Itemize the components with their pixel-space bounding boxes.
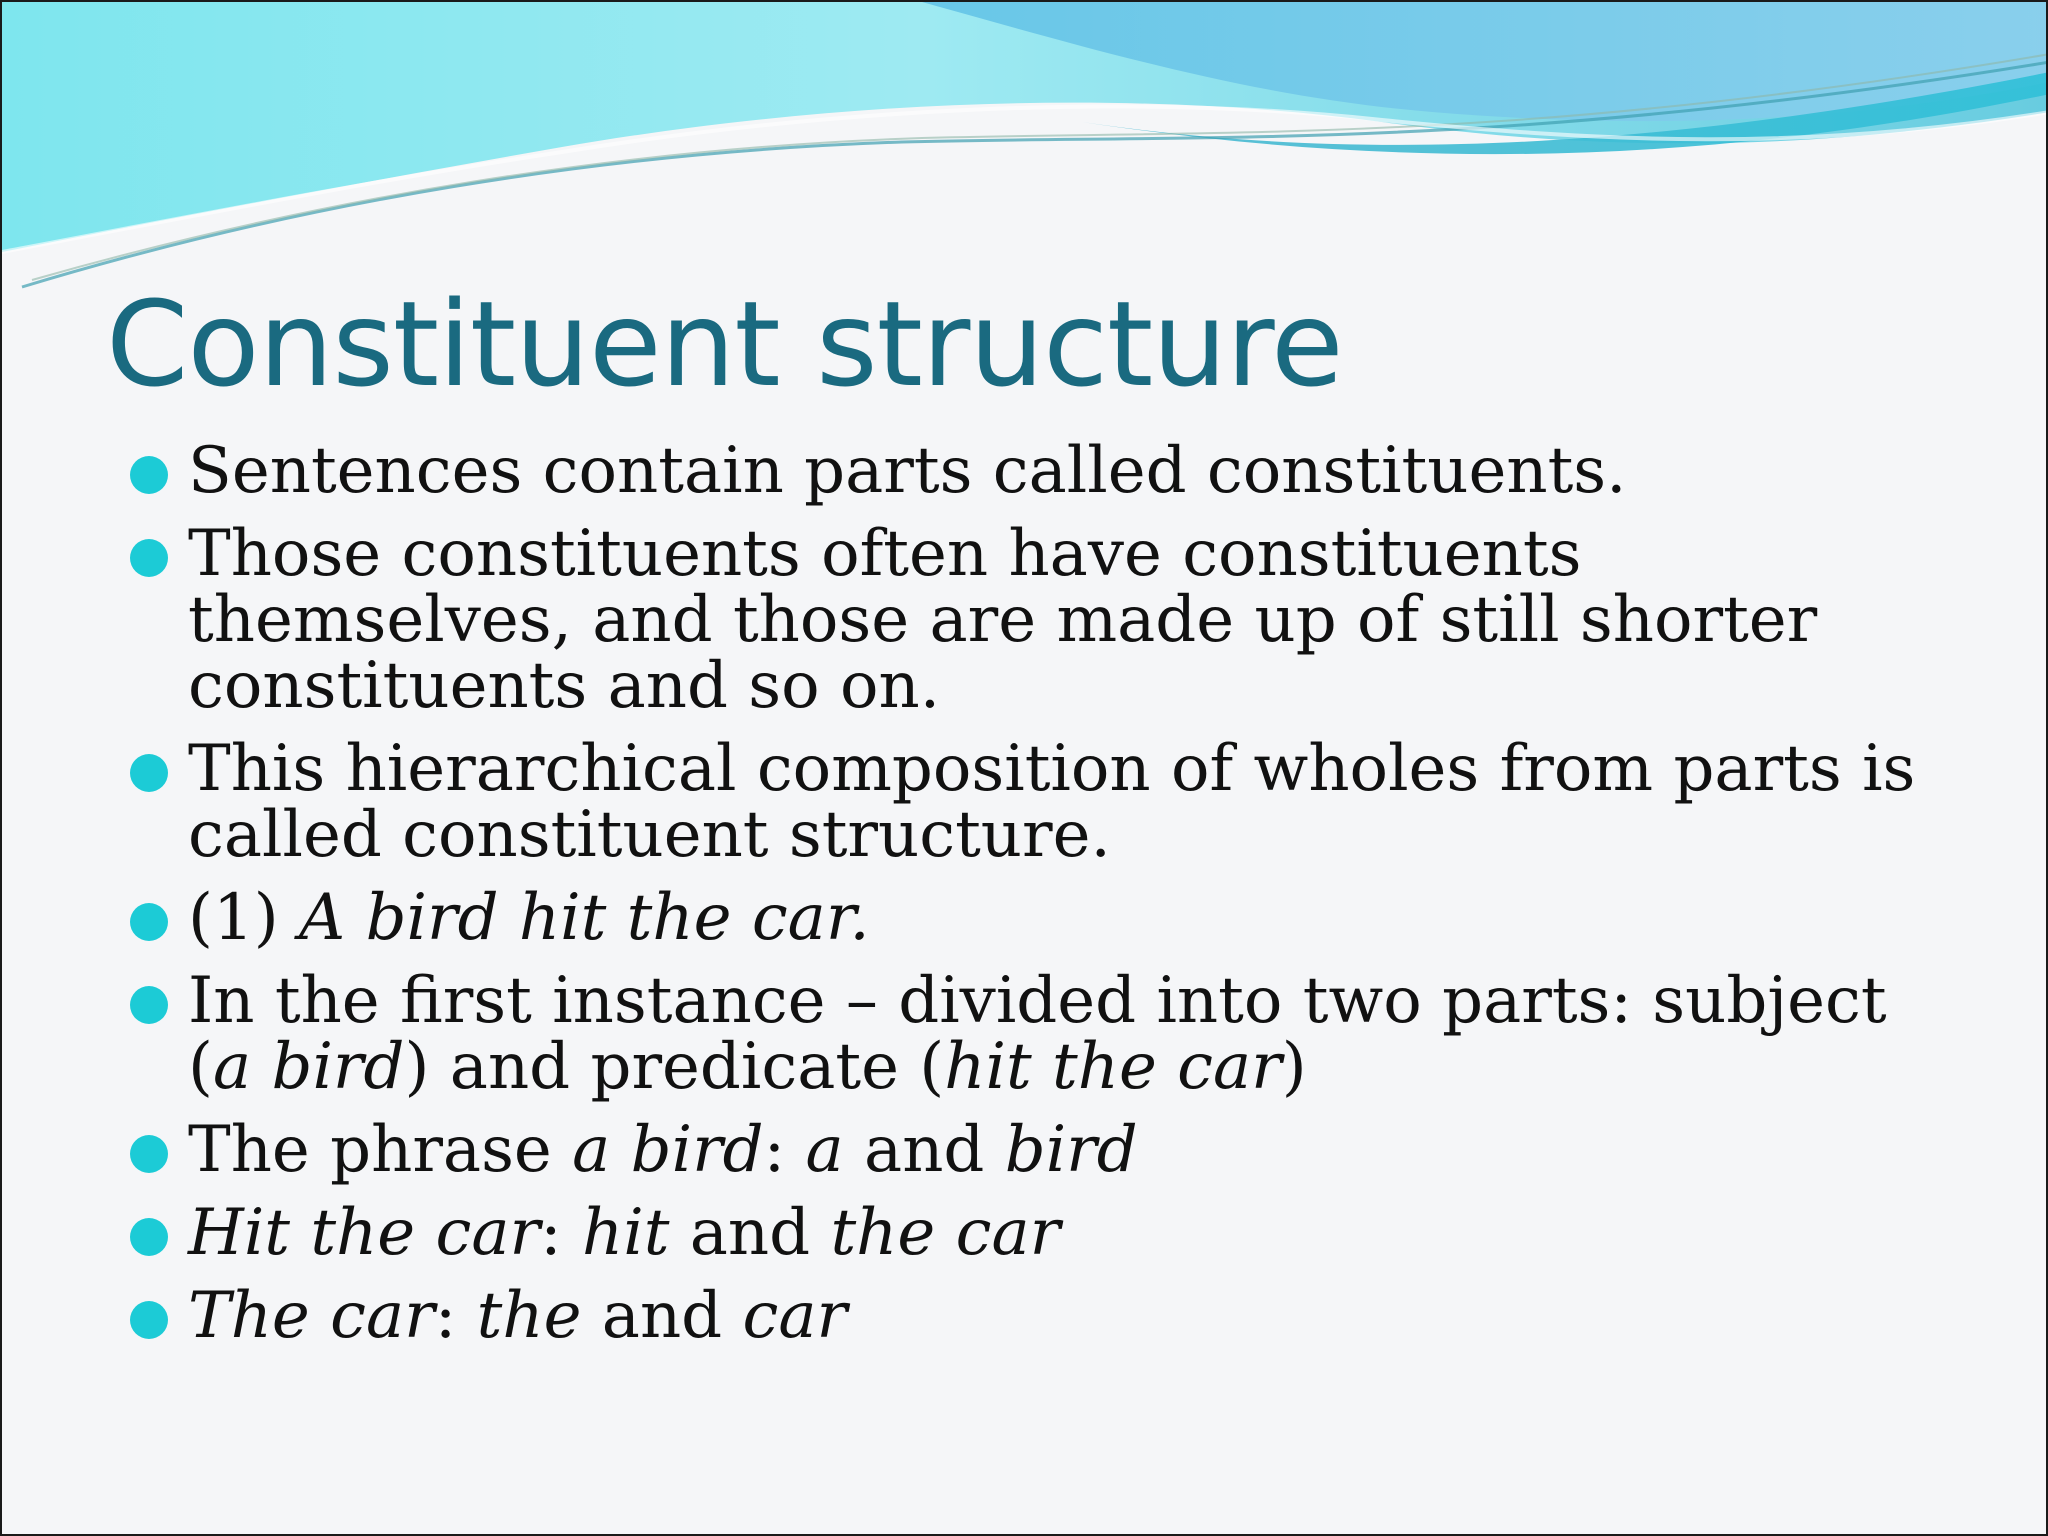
bullet-text-segment: The car	[188, 1279, 435, 1353]
bullet-text-segment: car	[742, 1279, 848, 1353]
slide-title: Constituent structure	[106, 275, 1343, 413]
bullet-text-segment: a bird	[572, 1113, 764, 1187]
bullet-text-segment: hit	[582, 1196, 670, 1270]
bullet-text-segment: the car	[830, 1196, 1061, 1270]
bullet-text-segment: :	[763, 1113, 806, 1187]
bullet-text-segment: a bird	[212, 1030, 405, 1104]
bullet-item	[130, 964, 1930, 1104]
bullet-text-segment: and	[843, 1113, 1005, 1187]
bullet-text-segment: Hit the car	[188, 1196, 541, 1270]
bullet-text	[188, 1196, 1060, 1270]
bullet-dot-icon	[130, 1218, 168, 1256]
bullet-dot-icon	[130, 456, 168, 494]
bullet-item	[130, 732, 1930, 872]
bullet-text	[188, 1113, 1138, 1187]
bullet-text-segment: A bird hit the car.	[299, 881, 870, 955]
bullet-text-segment: and	[669, 1196, 831, 1270]
bullet-dot-icon	[130, 1135, 168, 1173]
bullet-text-segment: This hierarchical composition of wholes from parts is called constituent structure.	[188, 732, 1916, 872]
bullet-list	[130, 434, 1930, 1366]
bullet-text-segment: bird	[1004, 1113, 1138, 1187]
bullet-text	[188, 517, 1817, 723]
bullet-text	[188, 964, 1887, 1104]
bullet-text-segment: :	[434, 1279, 477, 1353]
bullet-text-segment: and	[581, 1279, 743, 1353]
bullet-item	[130, 1196, 1930, 1270]
bullet-text-segment: In the first instance – divided into two parts: subject (	[188, 964, 1887, 1104]
bullet-text	[188, 732, 1915, 872]
bullet-text	[188, 881, 870, 955]
bullet-text	[188, 434, 1626, 508]
bullet-item	[130, 434, 1930, 508]
bullet-text-segment: The phrase	[188, 1113, 573, 1187]
bullet-dot-icon	[130, 1301, 168, 1339]
bullet-dot-icon	[130, 903, 168, 941]
bullet-dot-icon	[130, 539, 168, 577]
bullet-text-segment: the	[476, 1279, 582, 1353]
bullet-dot-icon	[130, 986, 168, 1024]
bullet-item	[130, 517, 1930, 723]
bullet-item	[130, 1279, 1930, 1353]
bullet-text-segment: Sentences contain parts called constituents.	[188, 434, 1627, 508]
bullet-text-segment: hit the car	[944, 1030, 1282, 1104]
bullet-text-segment: Those constituents often have constituents themselves, and those are made up of still shorter constituents and so on.	[188, 517, 1818, 723]
decorative-wave-header	[2, 2, 2048, 302]
bullet-item	[130, 881, 1930, 955]
bullet-dot-icon	[130, 754, 168, 792]
bullet-item	[130, 1113, 1930, 1187]
bullet-text-segment: )	[1281, 1030, 1307, 1104]
bullet-text-segment: a	[805, 1113, 844, 1187]
bullet-text-segment: :	[540, 1196, 582, 1270]
bullet-text-segment: ) and predicate (	[404, 1030, 945, 1104]
bullet-text	[188, 1279, 847, 1353]
bullet-text-segment: (1)	[188, 881, 299, 955]
